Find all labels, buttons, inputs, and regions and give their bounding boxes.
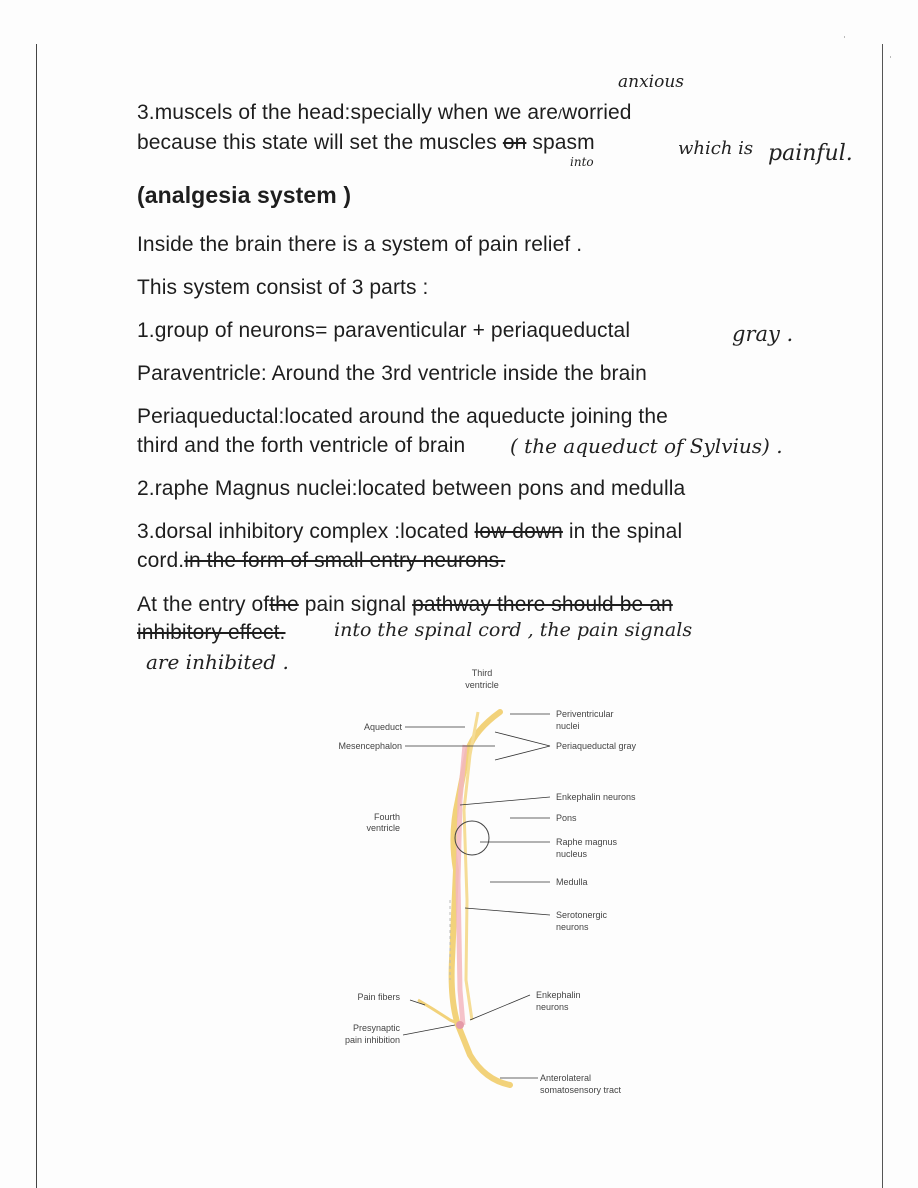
paragraph-entry-1: [137, 593, 673, 617]
scan-speck: ˙: [842, 36, 847, 47]
paragraph-periaqueductal-2: third and the forth ventricle of brain: [137, 434, 466, 457]
struck-low-down: low down: [474, 520, 563, 543]
label-third-ventricle-1: Third: [471, 668, 493, 678]
struck-pathway: pathway there should be an: [412, 593, 673, 616]
label-anterolateral-1: Anterolateral: [540, 1073, 592, 1083]
line-muscles-head: [137, 101, 632, 125]
paragraph-dorsal-2: [137, 549, 505, 573]
label-pain-fibers: Pain fibers: [357, 992, 400, 1002]
handwritten-which-is: which is: [678, 138, 754, 159]
label-periaqueductal: Periaqueductal gray: [556, 741, 637, 751]
label-third-ventricle-2: ventricle: [465, 680, 499, 690]
pink-pathway: [458, 745, 465, 1025]
section-heading: (analgesia system ): [137, 182, 352, 208]
label-raphe-1: Raphe magnus: [556, 837, 618, 847]
label-serotonergic-1: Serotonergic: [556, 910, 608, 920]
label-mesencephalon: Mesencephalon: [338, 741, 402, 751]
struck-on: on: [502, 131, 527, 154]
dorsal-cord: cord.: [137, 549, 185, 572]
line-spasm: [137, 131, 595, 155]
paragraph-three-parts: This system consist of 3 parts :: [137, 276, 429, 299]
label-presynaptic-1: Presynaptic: [352, 1023, 400, 1033]
label-aqueduct: Aqueduct: [363, 722, 402, 732]
label-enkephalin2-1: Enkephalin: [536, 990, 581, 1000]
label-fourth-ventricle-2: ventricle: [366, 823, 400, 833]
paragraph-periaqueductal-1: Periaqueductal:located around the aqueducte joining the: [137, 405, 668, 428]
paragraph-dorsal-1: [137, 520, 682, 544]
handwritten-into: into: [570, 155, 594, 169]
struck-inhibitory: inhibitory effect.: [137, 621, 286, 644]
entry-mid: pain signal: [304, 593, 407, 616]
paragraph-entry-2: [137, 621, 286, 645]
label-enkephalin-neurons: Enkephalin neurons: [556, 792, 636, 802]
handwritten-aqueduct-sylvius: ( the aqueduct of Sylvius) .: [510, 434, 783, 458]
handwritten-gray: gray .: [732, 322, 794, 346]
label-medulla: Medulla: [556, 877, 588, 887]
dorsal-lead: 3.dorsal inhibitory complex :located: [137, 520, 469, 543]
label-anterolateral-2: somatosensory tract: [540, 1085, 622, 1095]
handwritten-painful: painful.: [768, 141, 853, 166]
analgesia-diagram: [300, 660, 680, 1110]
paragraph-paraventricle: Paraventricle: Around the 3rd ventricle inside the brain: [137, 362, 647, 385]
dorsal-tail: in the spinal: [568, 520, 683, 543]
paragraph-group-neurons: 1.group of neurons= paraventicular + periaqueductal: [137, 319, 631, 342]
line1-lead: 3.muscels of the head:specially when we are: [137, 101, 559, 124]
line2-tail: spasm: [532, 131, 595, 154]
label-serotonergic-2: neurons: [556, 922, 589, 932]
entry-lead: At the entry of: [137, 593, 270, 616]
struck-small-entry: in the form of small entry neurons.: [184, 549, 506, 572]
label-pons: Pons: [556, 813, 577, 823]
label-periventricular-1: Periventricular: [556, 709, 614, 719]
line1-tail: worried: [562, 101, 632, 124]
struck-the: the: [269, 593, 299, 616]
paragraph-pain-relief: Inside the brain there is a system of pain relief .: [137, 233, 583, 256]
presynaptic-dot: [456, 1021, 464, 1029]
label-periventricular-2: nuclei: [556, 721, 580, 731]
leader-lines: [403, 714, 550, 1078]
handwritten-inhibited-note: are inhibited .: [146, 650, 289, 674]
right-margin-rule: [882, 44, 883, 1188]
paragraph-raphe: 2.raphe Magnus nuclei:located between pons and medulla: [137, 477, 686, 500]
label-fourth-ventricle-1: Fourth: [373, 812, 400, 822]
left-margin-rule: [36, 44, 37, 1188]
handwritten-spinal-cord-note: into the spinal cord , the pain signals: [334, 619, 693, 641]
scan-speck: ˙: [888, 56, 893, 67]
line2-lead: because this state will set the muscles: [137, 131, 497, 154]
label-enkephalin2-2: neurons: [536, 1002, 569, 1012]
handwritten-anxious: anxious: [618, 72, 685, 92]
label-presynaptic-2: pain inhibition: [344, 1035, 400, 1045]
label-raphe-2: nucleus: [556, 849, 588, 859]
insert-caret: /: [558, 106, 563, 122]
